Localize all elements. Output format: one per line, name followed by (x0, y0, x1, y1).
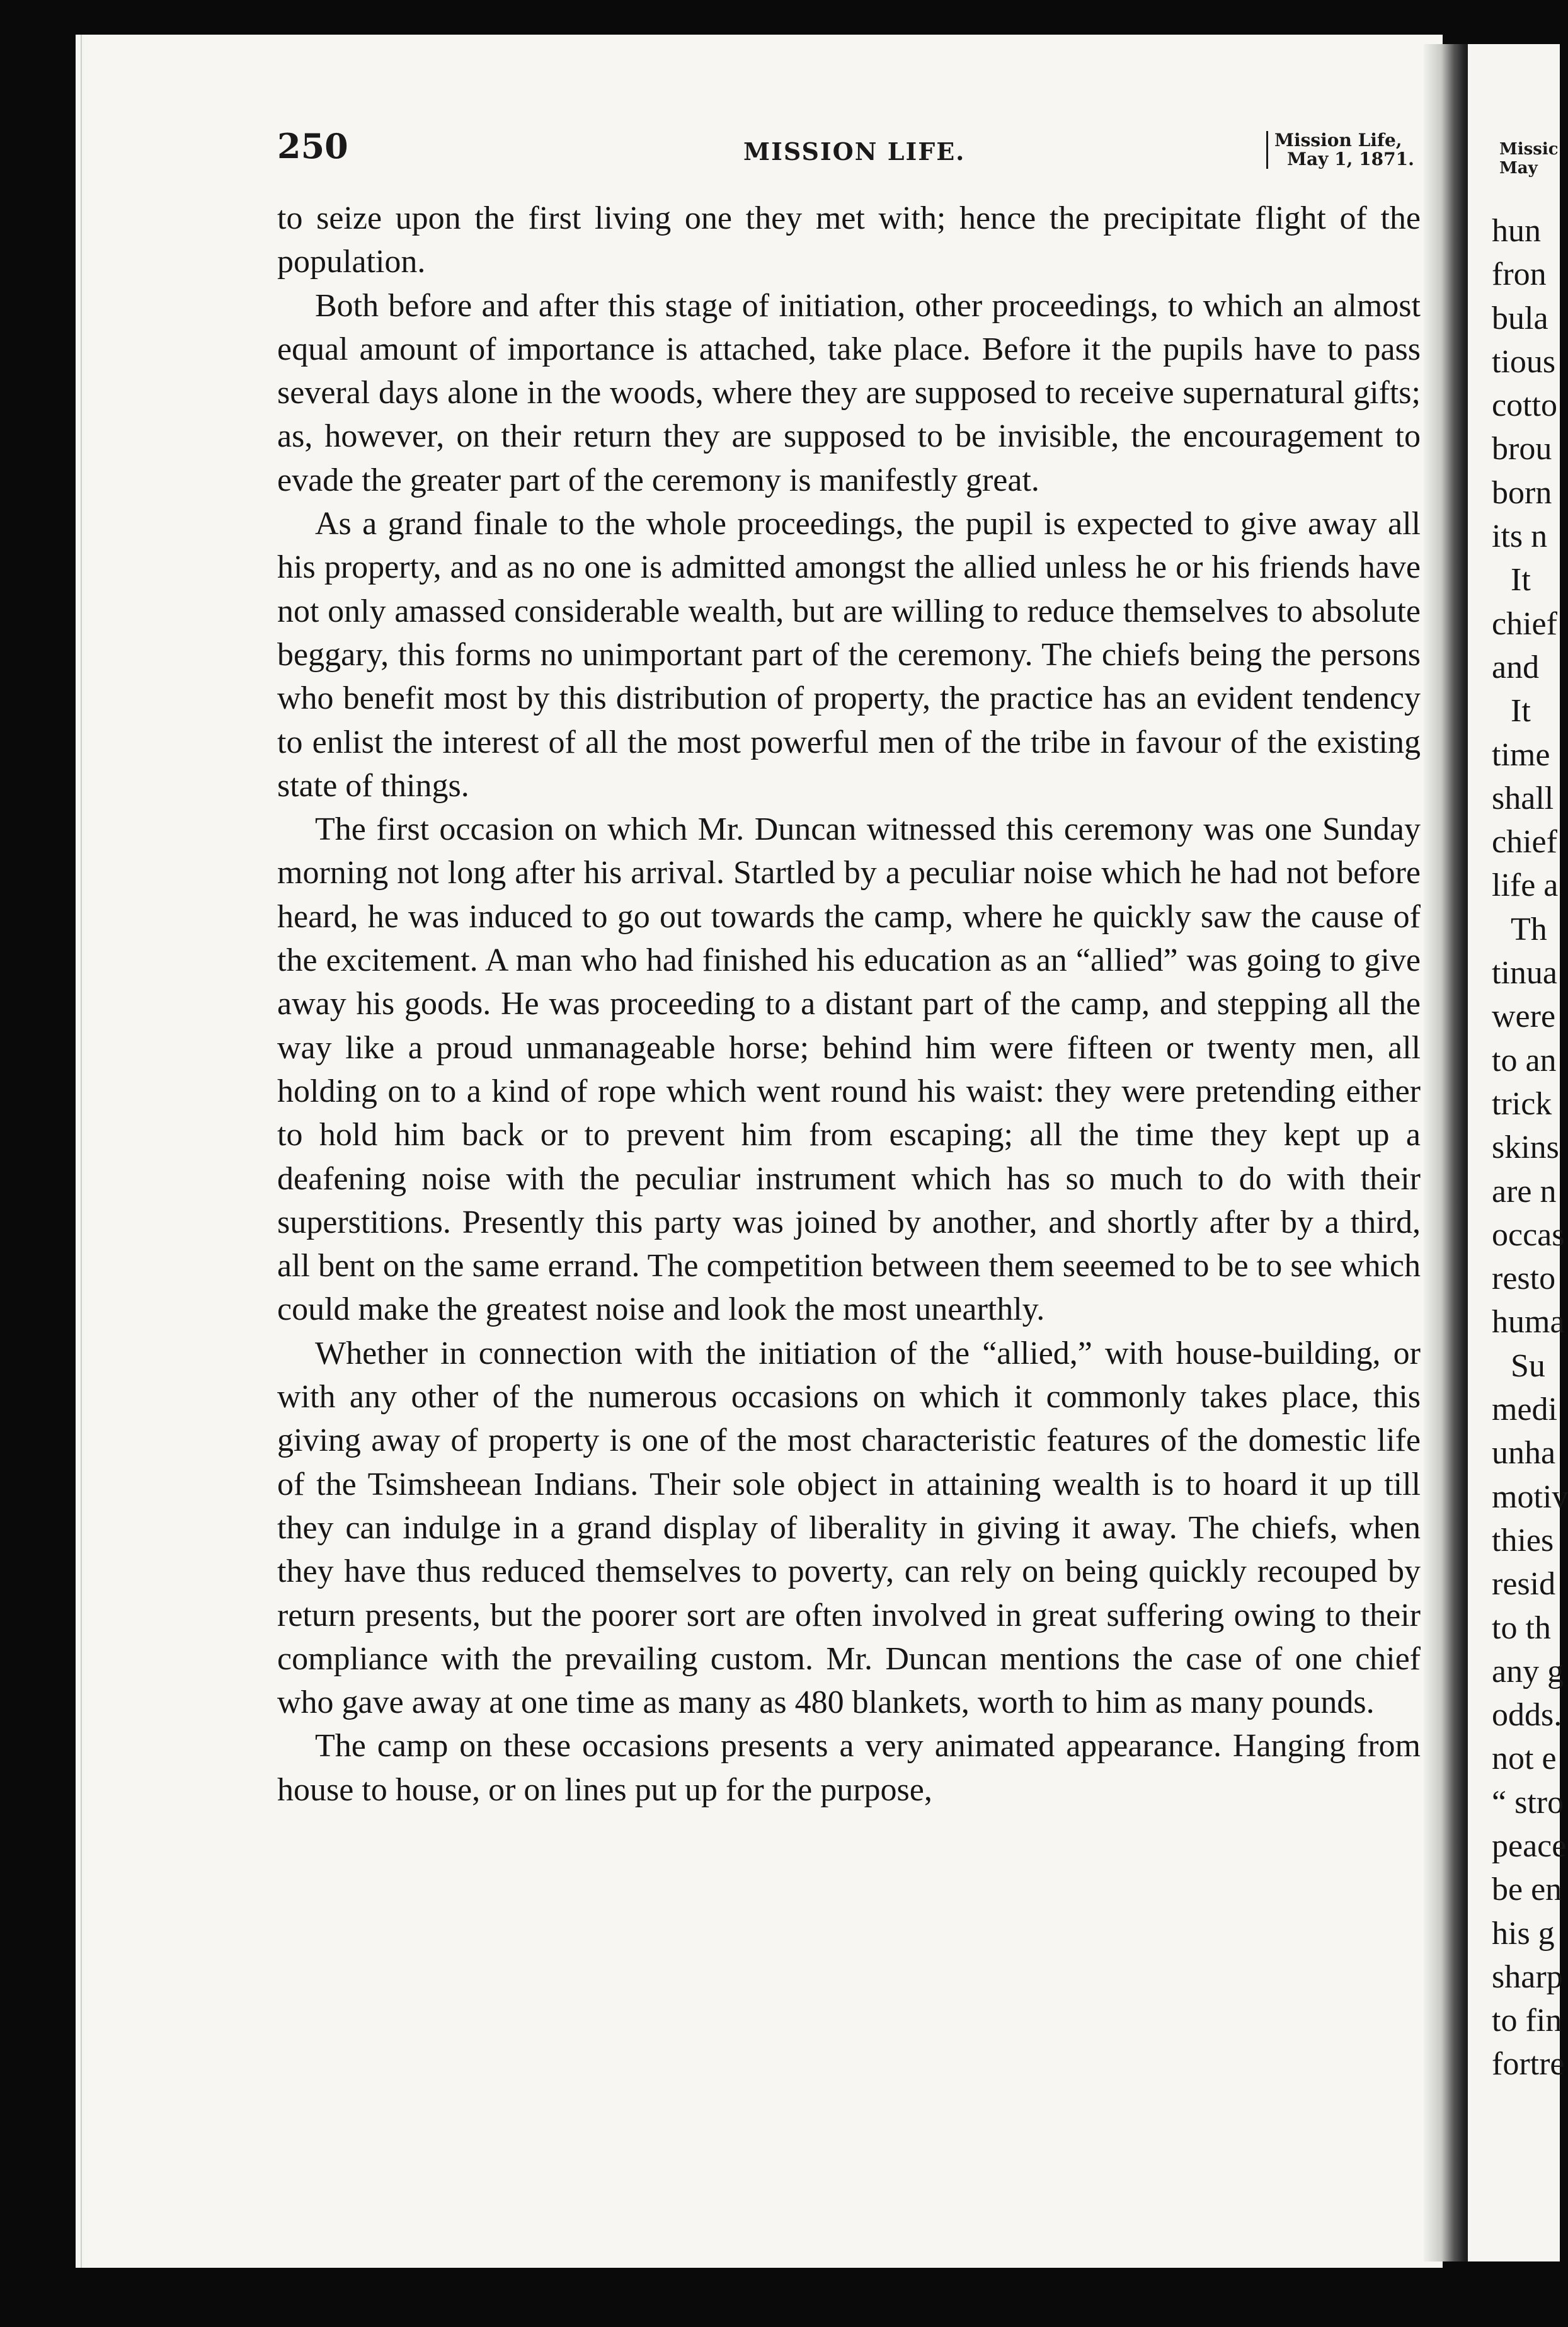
facing-page-line: were (1492, 998, 1556, 1035)
facing-page-line: bula (1492, 300, 1548, 336)
facing-page-line: peace (1492, 1827, 1567, 1864)
facing-header-date: May (1499, 159, 1538, 178)
issue-note-date: May 1, 1871. (1287, 149, 1414, 169)
facing-page-line: tious (1492, 343, 1556, 380)
paragraph: Whether in connection with the initiation of the “allied,” with house-building, or with any other of the numerous occasions on which it commonly takes place, this giving away of property is one of the most characteristic features of the domestic life of the Tsimsheean Indians. Their sole object in attaining wealth is to hoard it up till they can indulge in a grand display of liberality in giving it away. The chiefs, when they have thus reduced themselves to poverty, can rely on being quickly recouped by return presents, but the poorer sort are often involved in great suffering owing to their compliance with the prevailing custom. Mr. Duncan mentions the case of one chief who gave away at one time as many as 480 blankets, worth to him as many pounds. (277, 1335, 1421, 1721)
facing-page-line: shall (1492, 780, 1554, 816)
facing-page-text (1492, 209, 1568, 2086)
facing-page-line: to an (1492, 1042, 1557, 1078)
facing-page-line: tinua (1492, 955, 1557, 992)
facing-page-line: and (1492, 649, 1540, 685)
facing-page-line: chief (1492, 824, 1557, 860)
facing-page-line: any g (1492, 1653, 1564, 1690)
facing-page-line: sharp (1492, 1958, 1563, 1995)
facing-page-line: not e (1492, 1741, 1557, 1777)
facing-page-line: odds. (1492, 1697, 1562, 1734)
facing-page-line: Su (1511, 1347, 1545, 1384)
facing-page-line: brou (1492, 431, 1552, 467)
facing-header-title: Missic (1499, 140, 1559, 159)
facing-page-line: resid (1492, 1566, 1556, 1603)
paragraph: Both before and after this stage of initiation, other proceedings, to which an almost equal amount of importance is attached, take place. Before it the pupils have to pass several days alone in the woods, where they are supposed to receive supernatural gifts; as, however, on their return they are supposed to be invisible, the encouragement to evade the greater part of the ceremony is manifestly great. (277, 287, 1421, 498)
facing-page-line: are n (1492, 1173, 1557, 1209)
issue-note (1266, 131, 1414, 169)
facing-page-line: medi (1492, 1392, 1557, 1428)
paragraph: As a grand finale to the whole proceedings, the pupil is expected to give away all his property, and as no one is admitted amongst the allied unless he or his friends have not only amassed considerable wealth, but are willing to reduce themselves to absolute beggary, this forms no unimportant part of the ceremony. The chiefs being the persons who benefit most by this distribution of property, the practice has an evident tendency to enlist the interest of all the most powerful men of the tribe in favour of the existing state of things. (277, 506, 1421, 804)
facing-page-line: resto (1492, 1261, 1556, 1297)
facing-page-line: “ stro (1492, 1784, 1564, 1821)
facing-page-line: It (1511, 562, 1531, 598)
facing-page-line: skins (1492, 1129, 1559, 1166)
facing-page-line: occas (1492, 1216, 1565, 1253)
paragraph: The first occasion on which Mr. Duncan witnessed this ceremony was one Sunday morning not long after his arrival. Startled by a peculiar noise which he had not before heard, he was induced to go out towards the camp, where he quickly saw the cause of the excitement. A man who had finished his education as an “allied” was going to give away his goods. He was proceeding to a distant part of the camp, and stepping all the way like a proud unmanageable horse; behind him were fifteen or twenty men, all holding on to a kind of rope which went round his waist: they were pretending either to hold him back or to prevent him from escaping; all the time they kept up a deafening noise with the peculiar instrument which has so much to do with their superstitions. Presently this party was joined by another, and shortly after by a third, all bent on the same errand. The competition between them seeemed to be to see which could make the greatest noise and look the most unearthly. (277, 811, 1421, 1328)
facing-page-line: time (1492, 736, 1550, 773)
facing-page-line: huma (1492, 1304, 1565, 1341)
facing-page-line: Th (1511, 911, 1547, 947)
facing-page-line: to th (1492, 1609, 1551, 1646)
paragraph: to seize upon the first living one they met with; hence the precipitate flight of the population. (277, 200, 1421, 280)
page-number: 250 (277, 126, 348, 166)
facing-page-line: chief (1492, 605, 1557, 642)
facing-page-line: unha (1492, 1435, 1556, 1472)
running-title: MISSION LIFE. (743, 137, 966, 166)
facing-page-line: hun (1492, 213, 1541, 249)
facing-page-line: life a (1492, 867, 1559, 904)
facing-page-line: his g (1492, 1915, 1555, 1952)
facing-page-line: be en (1492, 1872, 1562, 1908)
facing-page-line: to fin (1492, 2003, 1562, 2039)
facing-page-line: fron (1492, 256, 1547, 293)
paragraph: The camp on these occasions presents a very animated appearance. Hanging from house to house, or on lines put up for the purpose, (277, 1728, 1421, 1808)
facing-page-line: fortre (1492, 2046, 1565, 2083)
facing-page-line: It (1511, 693, 1531, 729)
facing-page-line: motiv (1492, 1478, 1568, 1515)
facing-page-line: cotto (1492, 387, 1557, 424)
facing-page-header (1499, 140, 1559, 178)
book-gutter (1424, 44, 1474, 2261)
facing-page-line: its n (1492, 518, 1548, 555)
page-header (277, 126, 1436, 195)
body-text (277, 197, 1421, 1812)
facing-page-line: thies (1492, 1522, 1554, 1558)
facing-page-line: trick (1492, 1085, 1552, 1122)
facing-page-line: born (1492, 474, 1552, 511)
issue-note-title: Mission Life, (1274, 130, 1402, 151)
